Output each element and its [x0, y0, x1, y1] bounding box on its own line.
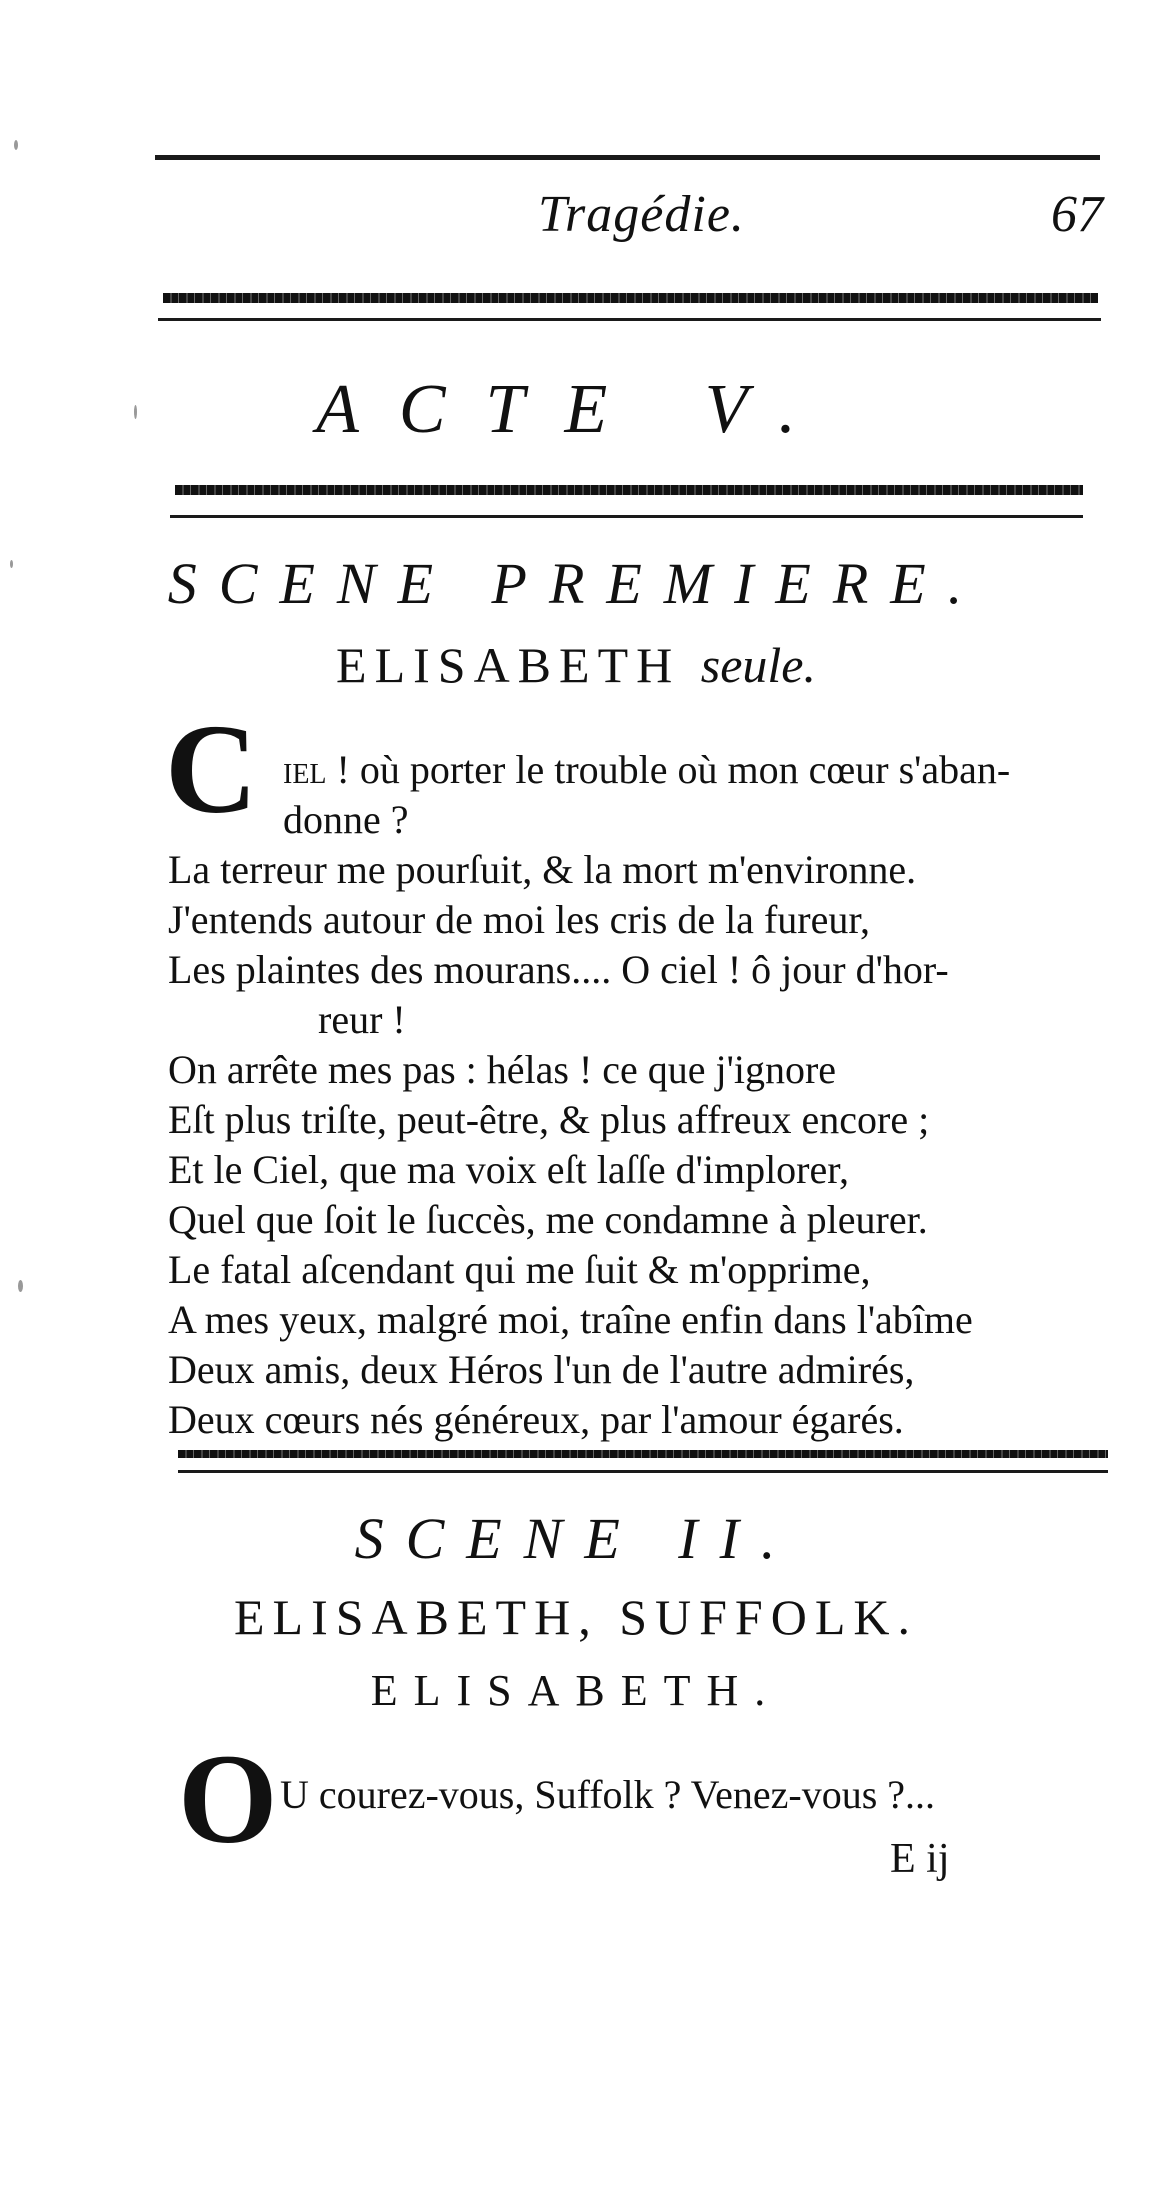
act-thin-rule — [170, 515, 1083, 518]
speaker-heading: ELISABETH. — [370, 1666, 782, 1715]
running-title: Tragédie. — [538, 186, 745, 243]
verse-line: J'entends autour de moi les cris de la fureur, — [168, 897, 871, 942]
verse-line: Deux cœurs nés généreux, par l'amour égarés. — [168, 1397, 904, 1442]
character-name: ELISABETH — [336, 637, 681, 693]
scene-heading: SCENE II. — [354, 1506, 798, 1571]
page-number: 67 — [1051, 186, 1103, 243]
running-head — [158, 185, 1103, 265]
stage-direction: seule. — [700, 637, 816, 693]
act-heading: ACTE V. — [316, 371, 836, 448]
drop-capital: C — [165, 698, 258, 840]
verse-line: Le fatal aſcendant qui me ſuit & m'opprime, — [168, 1247, 871, 1292]
first-line-rest: ! où porter le trouble où mon cœur s'aban- — [326, 747, 1011, 792]
margin-speck — [18, 1280, 23, 1292]
verse-line — [168, 745, 1128, 795]
scene-heading: SCENE PREMIERE. — [167, 551, 985, 616]
verse-line: Les plaintes des mourans.... O ciel ! ô jour d'hor- — [168, 947, 949, 992]
ornament-rule — [163, 293, 1098, 303]
verse-line: Et le Ciel, que ma voix eſt laſſe d'implorer, — [168, 1147, 849, 1192]
verse-block — [168, 745, 1128, 1445]
verse-line: A mes yeux, malgré moi, traîne enfin dans l'abîme — [168, 1297, 973, 1342]
character-heading — [0, 636, 1152, 694]
verse-line: U courez-vous, Suffolk ? Venez-vous ?... — [280, 1772, 936, 1817]
signature-mark: E ij — [890, 1836, 950, 1882]
margin-speck — [14, 140, 18, 150]
verse-line: donne ? — [283, 797, 409, 842]
verse-line: On arrête mes pas : hélas ! ce que j'ignore — [168, 1047, 837, 1092]
characters-heading: ELISABETH, SUFFOLK. — [234, 1589, 918, 1645]
act-rule — [175, 485, 1083, 495]
scene-thin-rule — [178, 1470, 1108, 1473]
verse-block — [280, 1770, 1080, 1820]
verse-line: Deux amis, deux Héros l'un de l'autre admirés, — [168, 1347, 915, 1392]
verse-line: reur ! — [318, 997, 406, 1042]
verse-line: La terreur me pourſuit, & la mort m'environne. — [168, 847, 917, 892]
top-rule — [155, 155, 1100, 160]
scene-rule — [178, 1450, 1108, 1458]
verse-line: Quel que ſoit le ſuccès, me condamne à pleurer. — [168, 1197, 928, 1242]
drop-capital: O — [178, 1728, 278, 1870]
verse-line: Eſt plus triſte, peut-être, & plus affreux encore ; — [168, 1097, 930, 1142]
thin-rule — [158, 318, 1101, 321]
first-word: iel — [283, 747, 327, 792]
